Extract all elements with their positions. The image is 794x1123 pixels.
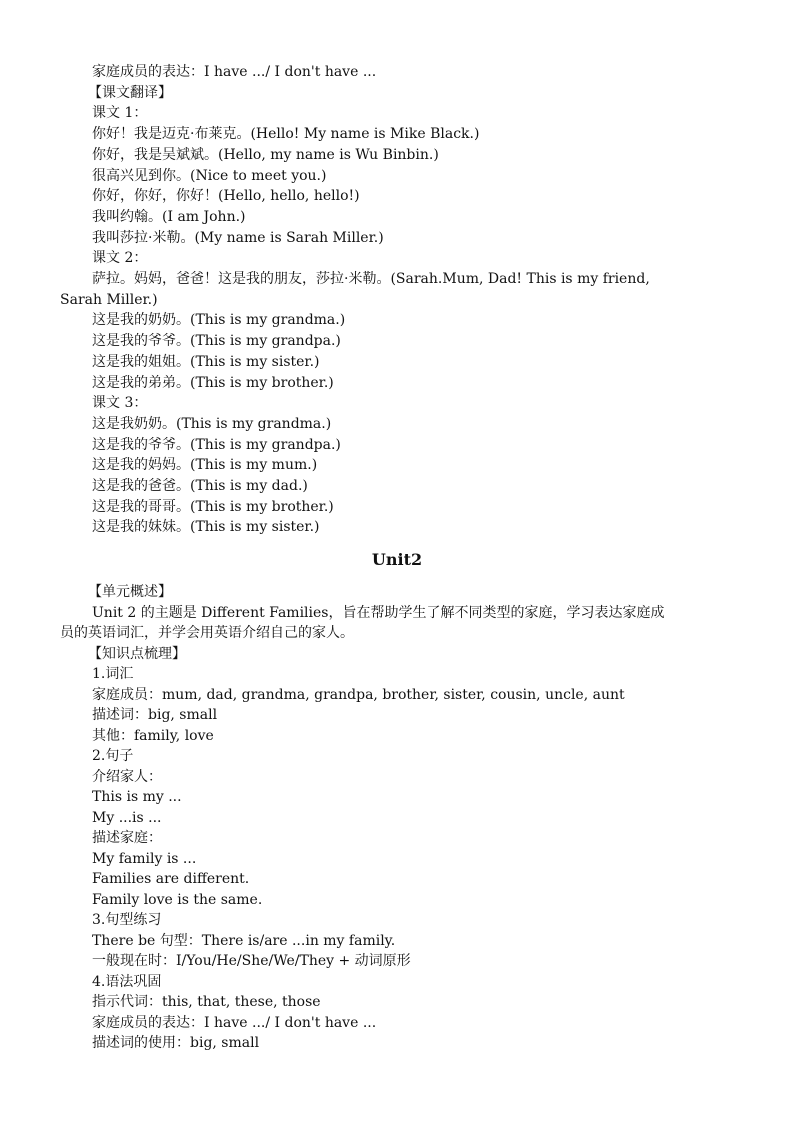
text-line: 这是我的弟弟。(This is my brother.) bbox=[92, 375, 334, 391]
text-line: 描述词的使用：big, small bbox=[92, 1035, 260, 1051]
text-line: 你好，你好，你好！(Hello, hello, hello!) bbox=[92, 188, 360, 204]
text-line: This is my ... bbox=[92, 789, 182, 805]
text-line: 一般现在时：I/You/He/She/We/They + 动词原形 bbox=[92, 953, 411, 969]
text-line: 家庭成员的表达：I have .../ I don't have ... bbox=[92, 1015, 377, 1031]
text-line: 这是我的妹妹。(This is my sister.) bbox=[92, 519, 320, 535]
text-line: 课文 1： bbox=[92, 105, 148, 121]
text-line: 我叫约翰。(I am John.) bbox=[92, 209, 246, 225]
text-line: 这是我的爸爸。(This is my dad.) bbox=[92, 478, 308, 494]
text-line: 这是我的爷爷。(This is my grandpa.) bbox=[92, 333, 341, 349]
text-line: 这是我奶奶。(This is my grandma.) bbox=[92, 416, 332, 432]
text-line: 这是我的哥哥。(This is my brother.) bbox=[92, 499, 334, 515]
text-line: 这是我的奶奶。(This is my grandma.) bbox=[92, 312, 346, 328]
text-line: 课文 3： bbox=[92, 395, 148, 411]
text-line: 其他：family, love bbox=[92, 728, 214, 744]
text-line: There be 句型：There is/are ...in my family. bbox=[92, 933, 396, 949]
text-line: 很高兴见到你。(Nice to meet you.) bbox=[92, 168, 327, 184]
text-line: 【课文翻译】 bbox=[88, 85, 172, 101]
text-line: 课文 2： bbox=[92, 250, 148, 266]
text-line: 1.词汇 bbox=[92, 666, 134, 682]
text-line: 家庭成员：mum, dad, grandma, grandpa, brother, sister, cousin, uncle, aunt bbox=[92, 687, 625, 703]
text-line: 指示代词：this, that, these, those bbox=[92, 994, 321, 1010]
unit-title: Unit2 bbox=[371, 550, 423, 569]
text-line: 我叫莎拉·米勒。(My name is Sarah Miller.) bbox=[92, 230, 384, 246]
text-line: Family love is the same. bbox=[92, 892, 263, 908]
text-line: 描述词：big, small bbox=[92, 707, 218, 723]
text-line: 家庭成员的表达：I have .../ I don't have ... bbox=[92, 64, 377, 80]
text-line: 这是我的姐姐。(This is my sister.) bbox=[92, 354, 320, 370]
text-line: 4.语法巩固 bbox=[92, 974, 162, 990]
text-line: 描述家庭： bbox=[92, 830, 162, 846]
text-line: 2.句子 bbox=[92, 748, 134, 764]
text-line: Families are different. bbox=[92, 871, 250, 887]
text-line: 这是我的爷爷。(This is my grandpa.) bbox=[92, 437, 341, 453]
text-line: 介绍家人： bbox=[92, 769, 162, 785]
text-line: 【知识点梳理】 bbox=[88, 646, 186, 662]
text-line: 你好，我是吴斌斌。(Hello, my name is Wu Binbin.) bbox=[92, 147, 439, 163]
text-line: 3.句型练习 bbox=[92, 912, 162, 928]
text-line: 萨拉。妈妈，爸爸！这是我的朋友，莎拉·米勒。(Sarah.Mum, Dad! This is my friend, bbox=[92, 271, 650, 287]
text-line: 你好！我是迈克·布莱克。(Hello! My name is Mike Black.) bbox=[92, 126, 480, 142]
text-line: My ...is ... bbox=[92, 810, 162, 826]
text-line: Sarah Miller.) bbox=[60, 292, 158, 308]
text-line: 【单元概述】 bbox=[88, 584, 172, 600]
text-line: 员的英语词汇，并学会用英语介绍自己的家人。 bbox=[60, 625, 354, 641]
text-line: My family is ... bbox=[92, 851, 197, 867]
text-line: Unit 2 的主题是 Different Families，旨在帮助学生了解不同类型的家庭，学习表达家庭成 bbox=[92, 605, 665, 621]
text-line: 这是我的妈妈。(This is my mum.) bbox=[92, 457, 318, 473]
